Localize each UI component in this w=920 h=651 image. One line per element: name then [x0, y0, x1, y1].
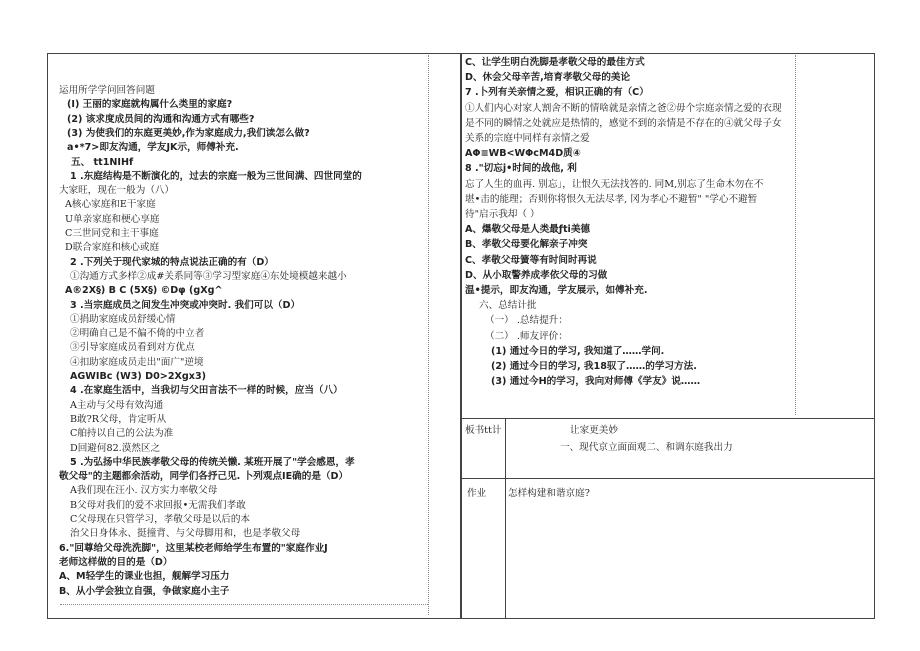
- left-lines-line: 敬父母"的主题都余活动，同学们各抒己见. 卜列观点IE确的是（D）: [59, 471, 349, 483]
- left-lines-line: 5 .为弘扬中华民族孝敬父母的传统关懒. 某班开展了"学会感恩，孝: [70, 456, 355, 468]
- left-lines-line: (2) 该求度成员间的沟通和沟通方式有哪些?: [67, 113, 255, 125]
- left-lines-line: U单亲家庭和梗心享庭: [65, 213, 160, 225]
- board-title: 让家更美妙: [570, 425, 618, 436]
- left-dotted-guide-bottom: [60, 604, 428, 605]
- left-lines-line: 老师这样做的目的是（D）: [59, 556, 173, 568]
- left-lines-line: A®2X§) B C (5X§) ©Dφ (gXg^: [65, 285, 223, 297]
- left-lines-line: 6."回尊给父母洗洗脚"，这里某校老师给学生布置的"家庭作业J: [59, 542, 328, 554]
- left-lines-line: 运用所学学问回答问题: [59, 85, 155, 96]
- left-lines-line: B敢?R父母，肯定听从: [70, 413, 167, 425]
- left-lines-line: ②明确自己是不偏不倚的中立者: [70, 328, 205, 340]
- left-lines-line: ①捐助家庭成员舒缓心情: [70, 313, 176, 325]
- left-lines-line: 大家旺，现在一般为（八）: [59, 185, 175, 197]
- right_top-lines-line: 待"启示我却（ ）: [465, 209, 540, 220]
- right_top-lines-line: 六、总结计批: [479, 300, 537, 312]
- right_top-lines-line: (3) 通过今H的学习，我向对师傅《学友》说……: [491, 376, 701, 388]
- left-lines-line: A我们现在汪小. 汉方实力率敬父母: [70, 485, 218, 497]
- left-lines-line: ④扣助家庭成员走出"面广"逆境: [70, 356, 204, 368]
- left-lines-line: B、从小学会独立自强，争做家庭小主子: [59, 585, 230, 597]
- homework-label: 作业: [467, 488, 487, 499]
- left-lines-line: 五、 tt1NIHf: [71, 156, 134, 168]
- left-lines-line: (I) 王丽的家庭就构属什么类里的家庭?: [67, 99, 233, 111]
- left-lines-line: A核心家庭和E干家庭: [65, 199, 156, 211]
- left-lines-line: 3 .当宗庭成员之间发生冲突或冲突时. 我们可以（D）: [70, 299, 301, 311]
- left-dotted-guide: [428, 55, 429, 615]
- left-lines-line: B父母对我们的爱不求回报•无需我们孝敢: [70, 499, 246, 511]
- left-lines-line: A主动与父母有效沟通: [70, 399, 164, 411]
- left-lines-line: C三世同党和主干事庭: [65, 228, 159, 239]
- right_top-lines-line: A、爆敬父母是人类最ƒti美德: [465, 224, 591, 236]
- right_top-lines-line: D、休会父母辛苦,培育孝敬父母的美论: [465, 72, 631, 84]
- right_top-lines-line: 8 ."切忘j•时间的战他, 利: [465, 163, 577, 175]
- right_top-lines-line: ①人们内心对家人割舍不断的情啥就是亲情之爸②毋个宗庭亲情之爱的衣现: [465, 102, 782, 114]
- board-bottom-rule: [461, 478, 875, 479]
- board-label: 板书tt计: [465, 425, 502, 436]
- left-lines-line: 治父日身体永、挺撞背、与父母脚用和，也是孝敬父母: [70, 528, 301, 540]
- right_top-lines-line: C、孝敬父母簧等有时间时再说: [465, 254, 597, 266]
- homework-content: 怎样构建和谐京庭?: [508, 488, 590, 499]
- right_top-lines-line: 7 .卜列有关亲情之爱，相识正确的有（C）: [465, 87, 649, 99]
- left-lines-line: C舶持以自己的公法为准: [70, 428, 174, 440]
- right_top-lines-line: (1) 通过今日的学习, 我知道了……学问.: [491, 345, 665, 357]
- right_top-lines-line: 忘了人生的血再. 别忘」，让恨久无法找答的. 同M,别忘了生命木勿在不: [465, 178, 764, 190]
- left-lines-line: ③引导家庭成员看到对方优点: [70, 342, 195, 354]
- left-lines-line: a•*7>即友沟通，学友JK示，师傅补充.: [67, 142, 239, 154]
- right_top-lines-line: 关系的宗庭中同样有亲情之爱: [465, 133, 590, 144]
- left-lines-line: 4 .在家庭生活中，当我切与父田言法不一样的时候，应当（八）: [70, 385, 343, 397]
- board-content: 一、现代京立面面观二、和调东庭我出力: [560, 442, 733, 453]
- right_top-lines-line: D、从小取警养成孝依父母的习做: [465, 269, 608, 281]
- right_top-lines-line: （一） .总结提升：: [485, 315, 568, 327]
- right_top-lines-line: 是不同的瞬情之处就应是热情的，感觉不到的亲情是不存在的④就父母子女: [465, 117, 782, 129]
- right_top-lines-line: C、让学生明白洗脚是孝敬父母的最佳方式: [465, 57, 645, 68]
- right_top-lines-line: 温•提示，即友沟通，学友展示，如傅补充.: [465, 285, 648, 296]
- right-dotted-guide: [795, 55, 796, 415]
- left-lines-line: A、M轻学生的课业也担，舰解学习压力: [59, 571, 230, 583]
- left-lines-line: 2 .下列关于现代家城的特点说法正确的有（D）: [70, 256, 274, 268]
- board-top-rule: [461, 418, 875, 419]
- board-divider: [505, 418, 506, 619]
- right_top-lines-line: 堪•击的能理；否则你将恨久无法尽孝, 冈为孝心不避暂" "学心不避暂: [465, 193, 758, 205]
- right_top-lines-line: (2) 通过今日的学习, 我18驭了……的学习方法.: [491, 361, 697, 372]
- left-lines-line: C父母现在只管学习，孝敬父母是以后的本: [70, 514, 251, 525]
- left-lines-line: D回避何82.漠然区之: [70, 442, 161, 454]
- left-lines-line: ①沟通方式多样②成#关系同等③学习型家庭④东处境模越来越小: [70, 270, 347, 282]
- right_top-lines-line: AΦ≡WB<WΦcM4D质④: [465, 148, 581, 160]
- left-lines-line: D联合家庭和核心或庭: [65, 242, 160, 254]
- left-lines-line: AGWIBc (W3) D0>2Xgx3): [70, 371, 207, 382]
- right_top-lines-line: B、孝敬父母要化解亲子冲突: [465, 239, 588, 251]
- left-lines-line: 1 .东庭结构是不断演化的，过去的宗庭一般为三世间满、四世同堂的: [70, 170, 362, 182]
- left-lines-line: (3) 为使我们的东庭更美妙,作为家庭成力,我们读怎么做?: [67, 127, 310, 139]
- right_top-lines-line: （二） .师友评价：: [485, 330, 568, 342]
